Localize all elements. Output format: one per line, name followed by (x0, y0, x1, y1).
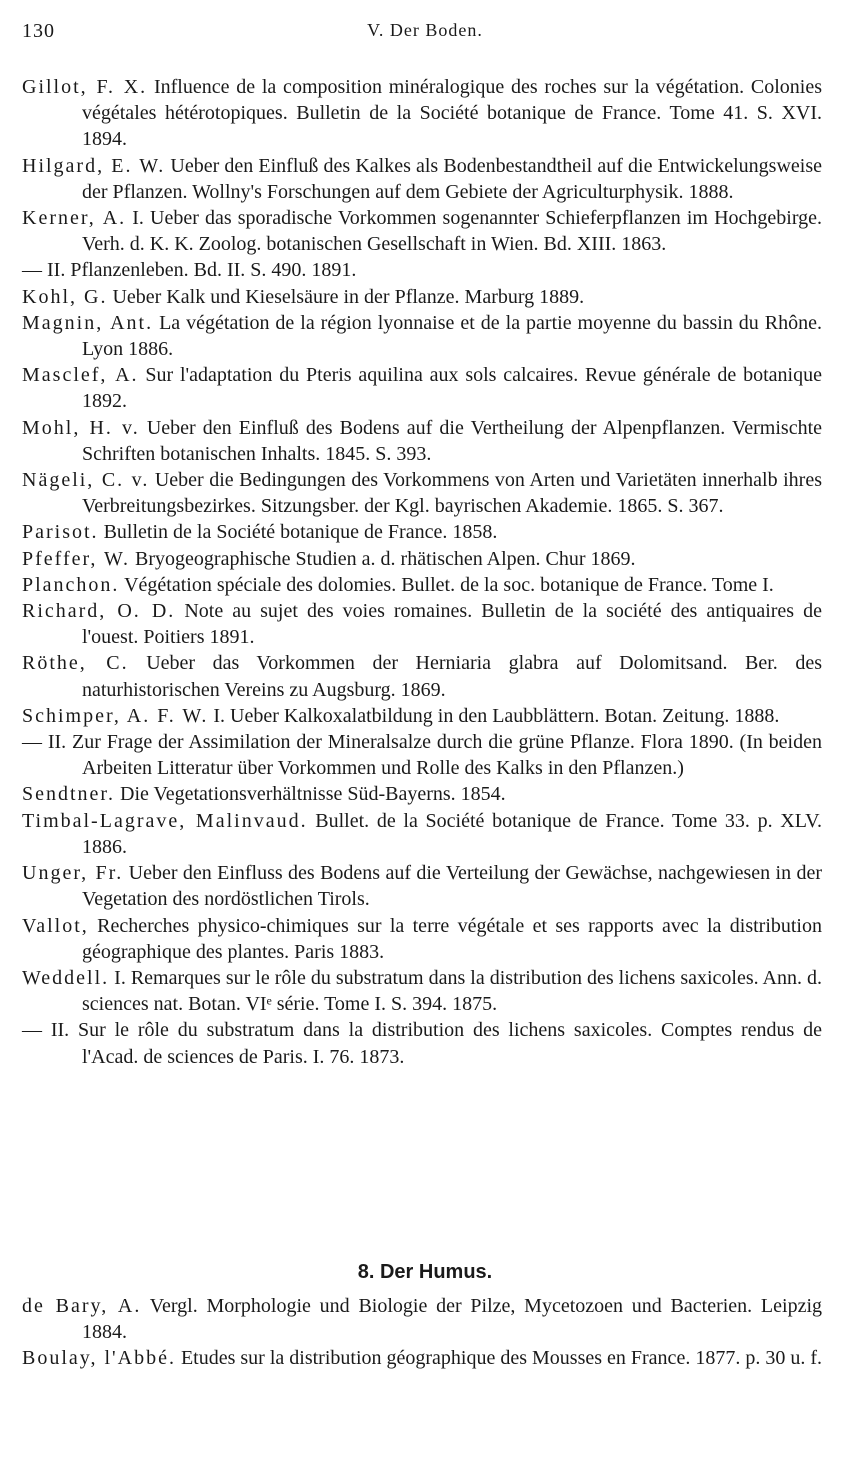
entry-text: Die Vegetationsverhältnisse Süd-Bayerns. 1854. (115, 783, 506, 806)
bibliography-entry (22, 598, 822, 650)
entry-author: Masclef, A. (22, 364, 139, 387)
entry-author: Gillot, F. X. (22, 76, 148, 98)
section-heading: 8. Der Humus. (357, 1261, 493, 1283)
entry-author: Boulay, l'Abbé. (22, 1347, 176, 1370)
entry-text: Bullet. de la Société botanique de France. Tome 33. p. XLV. 1886. (82, 809, 822, 858)
bibliography-entry (22, 310, 822, 362)
bibliography-entry (22, 519, 822, 545)
entry-text: I. Ueber das sporadische Vorkommen sogenannter Schieferpflanzen im Hochgebirge. Verh. d. K. K. Zoolog. botanischen Gesellschaft in Wien. Bd. XIII. 1863. (82, 207, 822, 256)
entry-text: Etudes sur la distribution géographique des Mousses en France. 1877. p. 30 u. f. (175, 1347, 822, 1370)
page-number: 130 (22, 20, 55, 42)
entry-text: Ueber den Einfluß des Kalkes als Bodenbestandtheil auf die Entwickelungsweise der Pflanzen. Wollny's Forschungen auf dem Gebiete der Agriculturphysik. 1888. (82, 154, 822, 203)
entry-text: Vergl. Morphologie und Biologie der Pilze, Mycetozoen und Bacterien. Leipzig 1884. (82, 1295, 823, 1344)
entry-text: Bulletin de la Société botanique de France. 1858. (98, 521, 498, 544)
bibliography-entry (22, 1017, 822, 1069)
entry-author: Kerner, A. (22, 207, 127, 230)
bibliography-entry (22, 362, 822, 414)
humus-bibliography-list (22, 1293, 822, 1372)
entry-text: Ueber die Bedingungen des Vorkommens von Arten und Varietäten innerhalb ihres Verbreitungsbezirkes. Sitzungsber. der Kgl. bayrischen Akademie. 1865. S. 367. (82, 469, 822, 518)
bibliography-entry (22, 703, 822, 729)
entry-text: I. Remarques sur le rôle du substratum dans la distribution des lichens saxicoles. Ann. d. sciences nat. Botan. VIᵉ série. Tome I. S. 394. 1875. (82, 966, 822, 1016)
bibliography-entry (22, 546, 822, 572)
bibliography-entry (22, 808, 822, 860)
bibliography-entry (22, 1293, 822, 1345)
bibliography-entry (22, 74, 822, 153)
bibliography-entry (22, 205, 822, 257)
entry-text: Ueber das Vorkommen der Herniaria glabra auf Dolomitsand. Ber. des naturhistorischen Vereins zu Augsburg. 1869. (82, 652, 822, 701)
entry-text: — II. Zur Frage der Assimilation der Mineralsalze durch die grüne Pflanze. Flora 1890. (In beiden Arbeiten Litteratur über Vorkommen und Rolle des Kalks in den Pflanzen.) (22, 731, 822, 780)
entry-author: Timbal-Lagrave, Malinvaud. (22, 809, 308, 832)
entry-text: — II. Pflanzenleben. Bd. II. S. 490. 1891. (22, 259, 357, 282)
entry-text: Recherches physico-chimiques sur la terre végétale et ses rapports avec la distribution géographique des plantes. Paris 1883. (82, 914, 822, 963)
entry-author: Vallot, (22, 914, 89, 937)
entry-text: Végétation spéciale des dolomies. Bullet. de la soc. botanique de France. Tome I. (119, 573, 774, 596)
entry-text: Ueber Kalk und Kieselsäure in der Pflanze. Marburg 1889. (107, 285, 585, 308)
entry-text: Ueber den Einfluss des Bodens auf die Verteilung der Gewächse, nachgewiesen in der Vegetation des nordöstlichen Tirols. (82, 862, 823, 911)
bibliography-entry (22, 153, 822, 205)
bibliography-entry (22, 467, 822, 519)
entry-text: La végétation de la région lyonnaise et de la partie moyenne du bassin du Rhône. Lyon 1886. (82, 311, 822, 361)
bibliography-entry (22, 913, 822, 965)
entry-author: Weddell. (22, 966, 110, 989)
entry-author: Sendtner. (22, 783, 115, 806)
bibliography-entry (22, 572, 822, 598)
bibliography-entry (22, 860, 822, 912)
entry-author: Kohl, G. (22, 285, 108, 308)
entry-author: Richard, O. D. (22, 600, 176, 623)
entry-text: Note au sujet des voies romaines. Bulletin de la société des antiquaires de l'ouest. Poitiers 1891. (82, 600, 823, 649)
bibliography-entry (22, 781, 822, 807)
entry-text: — II. Sur le rôle du substratum dans la distribution des lichens saxicoles. Comptes rendus de l'Acad. de sciences de Paris. I. 76. 1873. (22, 1019, 822, 1068)
bibliography-entry (22, 284, 822, 310)
bibliography-entry (22, 650, 822, 702)
entry-author: Pfeffer, W. (22, 547, 131, 570)
bibliography-entry (22, 965, 822, 1017)
entry-author: Nägeli, C. v. (22, 469, 150, 492)
entry-author: Mohl, H. v. (22, 416, 140, 439)
entry-text: Sur l'adaptation du Pteris aquilina aux sols calcaires. Revue générale de botanique 1892. (82, 364, 822, 413)
entry-author: Schimper, A. F. W. (22, 704, 209, 727)
entry-author: Magnin, Ant. (22, 311, 154, 334)
entry-author: de Bary, A. (22, 1295, 142, 1317)
entry-text: Ueber den Einfluß des Bodens auf die Vertheilung der Alpenpflanzen. Vermischte Schriften botanischen Inhalts. 1845. S. 393. (82, 416, 823, 465)
bibliography-entry (22, 1345, 822, 1371)
entry-author: Hilgard, E. W. (22, 154, 166, 177)
entry-author: Parisot. (22, 521, 99, 544)
entry-text: I. Ueber Kalkoxalatbildung in den Laubblättern. Botan. Zeitung. 1888. (208, 704, 780, 727)
running-head: V. Der Boden. (367, 20, 483, 40)
bibliography-entry (22, 257, 822, 283)
bibliography-entry (22, 415, 822, 467)
entry-text: Bryogeographische Studien a. d. rhätischen Alpen. Chur 1869. (130, 547, 636, 570)
bibliography-entry (22, 729, 822, 781)
entry-author: Planchon. (22, 573, 120, 596)
entry-author: Röthe, C. (22, 652, 129, 675)
bibliography-list (22, 74, 822, 1070)
entry-text: Influence de la composition minéralogique des roches sur la végétation. Colonies végétales hétérotopiques. Bulletin de la Société botanique de France. Tome 41. S. XVI. 1894. (82, 76, 822, 151)
entry-author: Unger, Fr. (22, 862, 124, 885)
